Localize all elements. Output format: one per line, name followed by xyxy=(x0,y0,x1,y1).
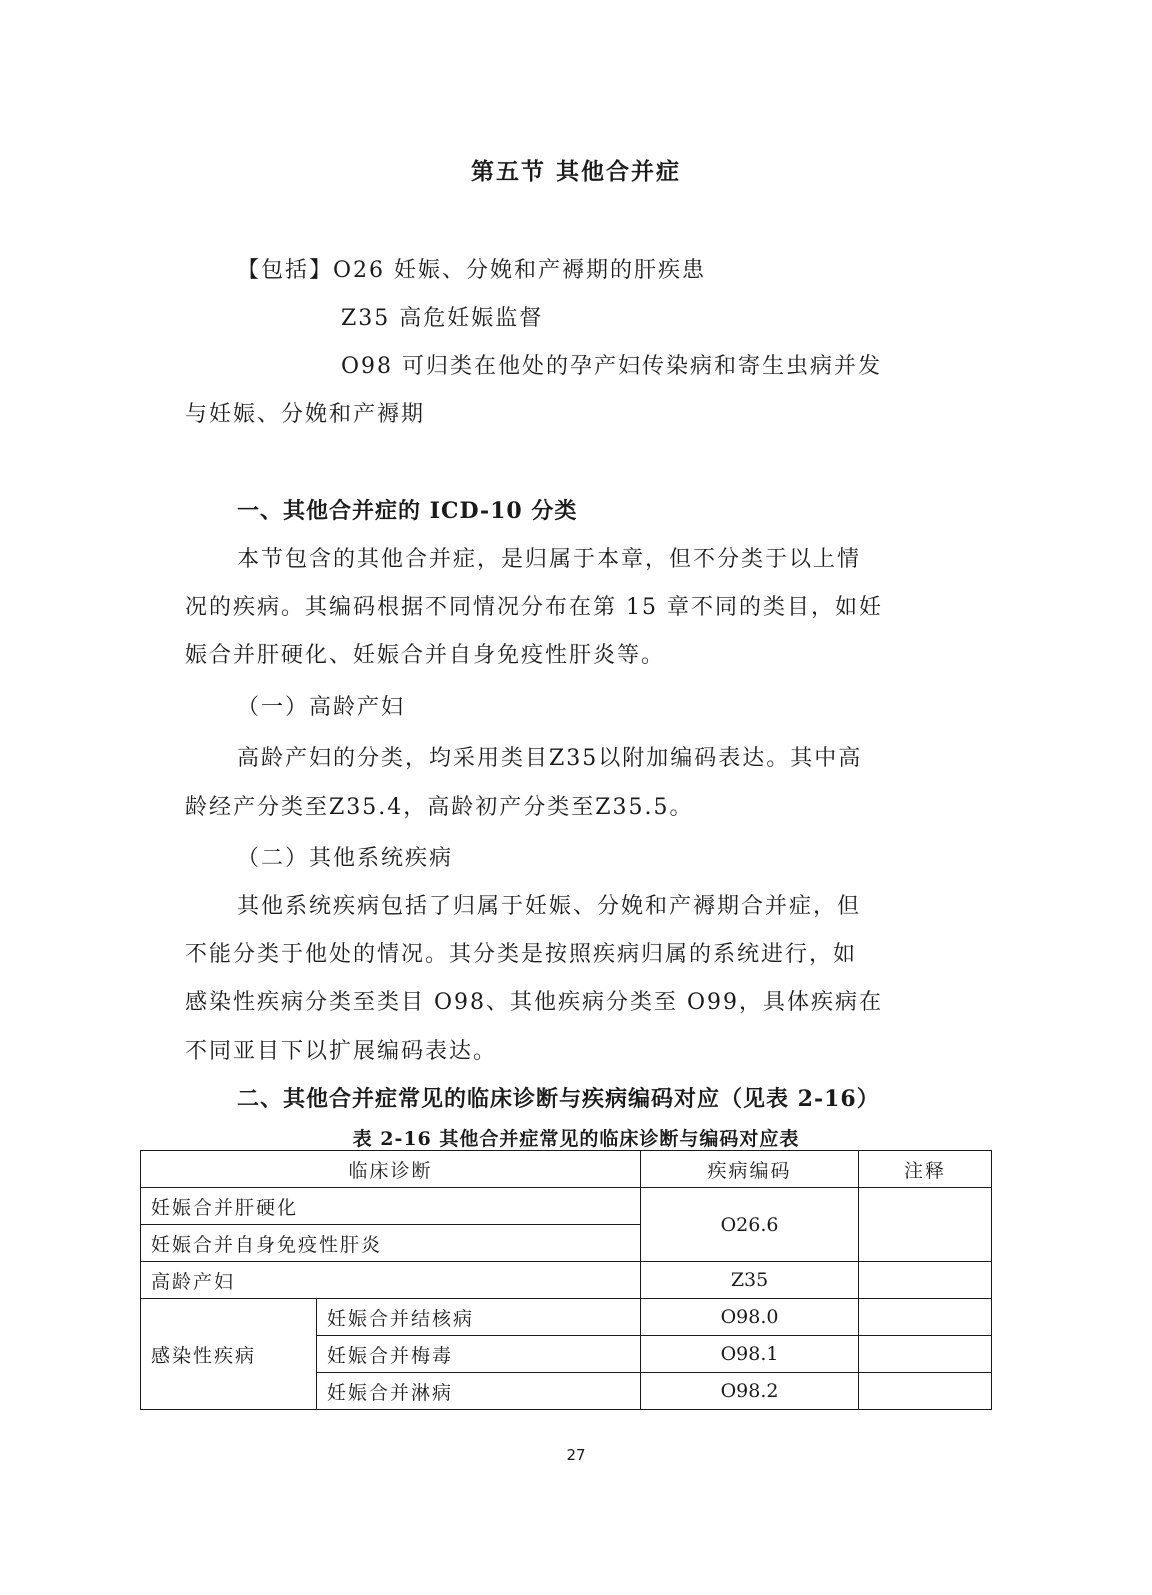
code-cell: O26.6 xyxy=(641,1188,859,1262)
diagnosis-cell: 妊娠合并结核病 xyxy=(317,1299,641,1336)
diagnosis-cell: 妊娠合并肝硬化 xyxy=(141,1188,641,1225)
notes-cell xyxy=(859,1373,992,1410)
heading-icd10-classification: 一、其他合并症的 ICD-10 分类 xyxy=(237,498,578,524)
paragraph-line: 其他系统疾病包括了归属于妊娠、分娩和产褥期合并症，但 xyxy=(237,894,862,919)
code-cell: O98.2 xyxy=(641,1373,859,1410)
header-clinical-diagnosis: 临床诊断 xyxy=(141,1151,641,1188)
diagnosis-cell: 妊娠合并自身免疫性肝炎 xyxy=(141,1225,641,1262)
heading-diagnosis-code-mapping: 二、其他合并症常见的临床诊断与疾病编码对应（见表 2-16） xyxy=(237,1086,880,1112)
paragraph-line: 况的疾病。其编码根据不同情况分布在第 15 章不同的类目，如妊 xyxy=(185,595,883,620)
include-line-1: 【包括】O26 妊娠、分娩和产褥期的肝疾患 xyxy=(237,258,707,283)
include-line-2: Z35 高危妊娠监督 xyxy=(341,306,544,331)
table-caption: 表 2-16 其他合并症常见的临床诊断与编码对应表 xyxy=(352,1128,800,1150)
paragraph-line: 本节包含的其他合并症，是归属于本章，但不分类于以上情 xyxy=(237,547,862,572)
table-row xyxy=(141,1188,992,1225)
notes-cell xyxy=(859,1299,992,1336)
page-number: 27 xyxy=(566,1446,586,1464)
code-cell: Z35 xyxy=(641,1262,859,1299)
header-disease-code: 疾病编码 xyxy=(641,1151,859,1188)
subheading-other-system-diseases: （二）其他系统疾病 xyxy=(237,846,454,871)
code-cell: O98.1 xyxy=(641,1336,859,1373)
paragraph-line: 不同亚目下以扩展编码表达。 xyxy=(185,1039,498,1064)
include-line-3: O98 可归类在他处的孕产妇传染病和寄生虫病并发 xyxy=(341,354,883,379)
subheading-advanced-maternal-age: （一）高龄产妇 xyxy=(237,695,406,720)
paragraph-line: 感染性疾病分类至类目 O98、其他疾病分类至 O99，具体疾病在 xyxy=(185,990,884,1015)
table-row xyxy=(141,1299,992,1336)
diagnosis-cell: 妊娠合并梅毒 xyxy=(317,1336,641,1373)
notes-cell xyxy=(859,1336,992,1373)
paragraph-line: 不能分类于他处的情况。其分类是按照疾病归属的系统进行，如 xyxy=(185,942,858,967)
code-cell: O98.0 xyxy=(641,1299,859,1336)
group-cell-infectious-disease: 感染性疾病 xyxy=(141,1299,317,1410)
notes-cell xyxy=(859,1262,992,1299)
header-notes: 注释 xyxy=(859,1151,992,1188)
paragraph-line: 高龄产妇的分类，均采用类目Z35以附加编码表达。其中高 xyxy=(237,746,863,771)
diagnosis-code-table xyxy=(140,1150,992,1410)
diagnosis-cell: 妊娠合并淋病 xyxy=(317,1373,641,1410)
paragraph-line: 娠合并肝硬化、妊娠合并自身免疫性肝炎等。 xyxy=(185,643,666,668)
table-row xyxy=(141,1262,992,1299)
include-line-4: 与妊娠、分娩和产褥期 xyxy=(185,402,426,427)
notes-cell xyxy=(859,1188,992,1262)
table-header-row xyxy=(141,1151,992,1188)
paragraph-line: 龄经产分类至Z35.4，高龄初产分类至Z35.5。 xyxy=(185,795,694,820)
section-title: 第五节 其他合并症 xyxy=(470,158,681,185)
diagnosis-cell: 高龄产妇 xyxy=(141,1262,641,1299)
